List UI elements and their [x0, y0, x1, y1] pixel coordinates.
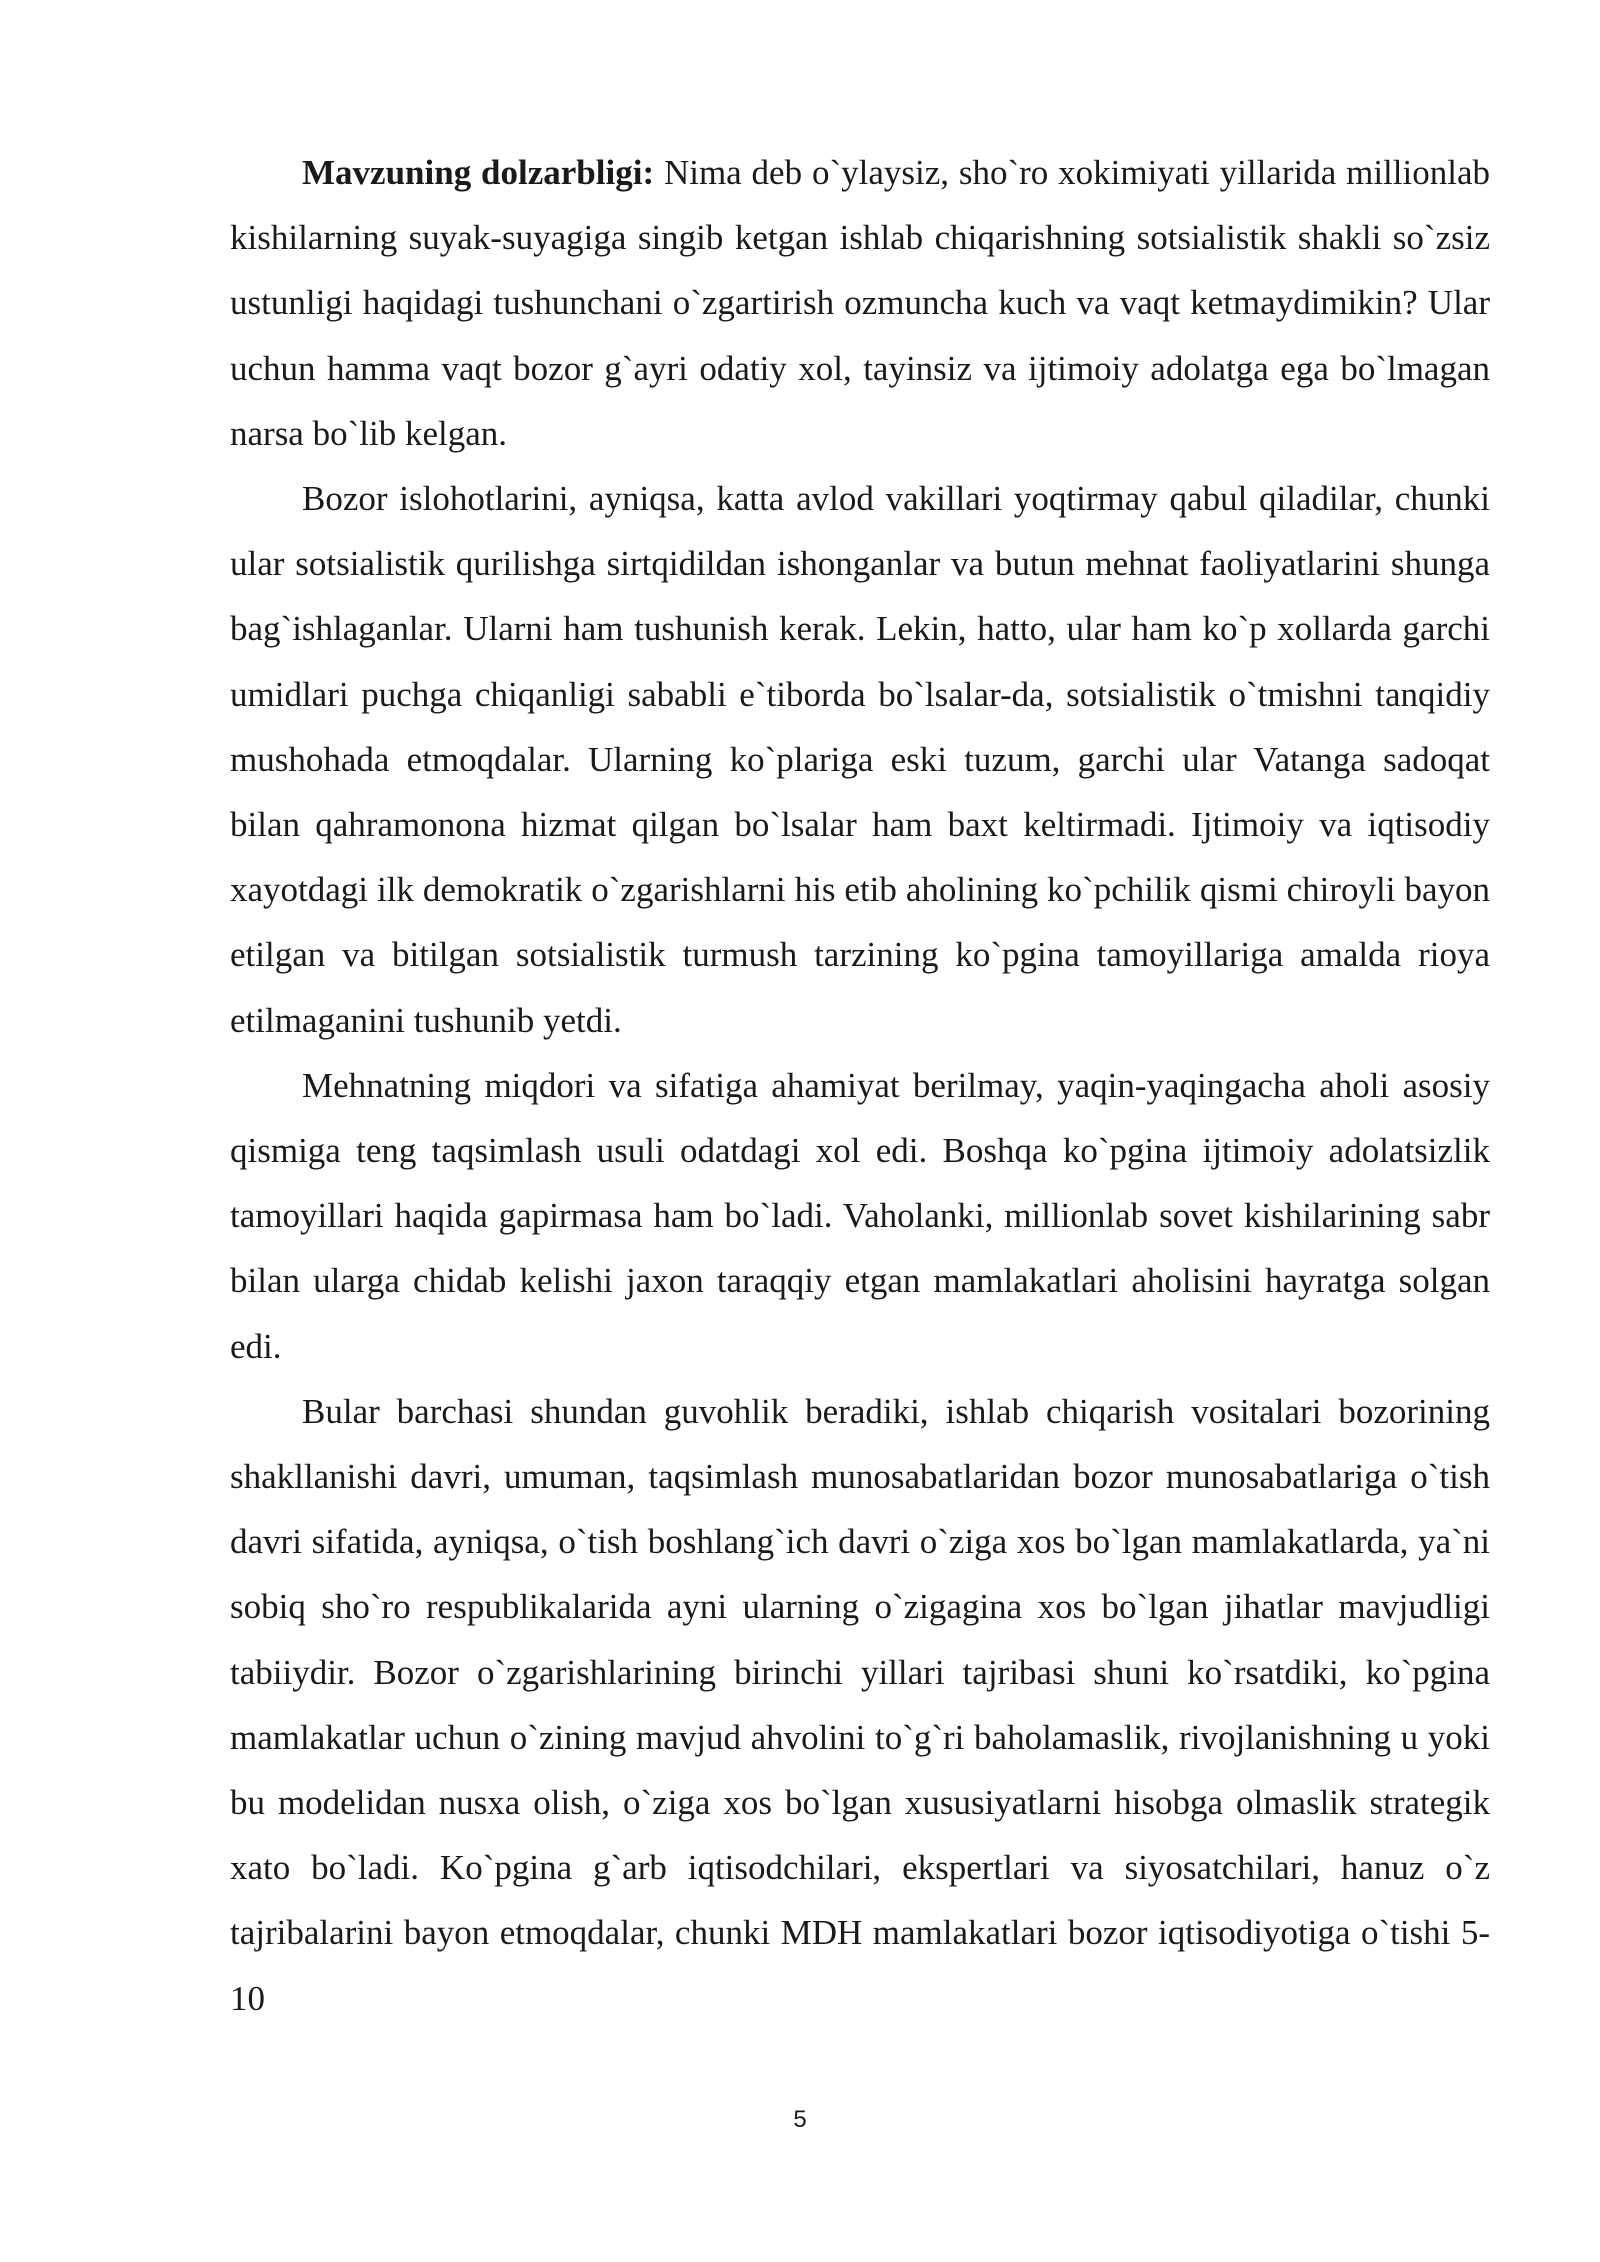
paragraph-lead-heading: Mavzuning dolzarbligi: [302, 153, 655, 192]
paragraph: Mehnatning miqdori va sifatiga ahamiyat berilmay, yaqin-yaqingacha aholi asosiy qismiga teng taqsimlash usuli odatdagi xol edi. Boshqa ko`pgina ijtimoiy adolatsizlik tamoyillari haqida gapirmasa ham bo`ladi. Vaholanki, millionlab sovet kishilarining sabr bilan ularga chidab kelishi jaxon taraqqiy etgan mamlakatlari aholisini hayratga solgan edi. [230, 1065, 1490, 1366]
paragraph: Bular barchasi shundan guvohlik beradiki, ishlab chiqarish vositalari bozorining shakllanishi davri, umuman, taqsimlash munosabatlaridan bozor munosabatlariga o`tish davri sifatida, ayniqsa, o`tish boshlang`ich davri o`ziga xos bo`lgan mamlakatlarda, ya`ni sobiq sho`ro respublikalarida ayni ularning o`zigagina xos bo`lgan jihatlar mavjudligi tabiiydir. Bozor o`zgarishlarining birinchi yillari tajribasi shuni ko`rsatdiki, ko`pgina mamlakatlar uchun o`zining mavjud ahvolini to`g`ri baholamaslik, rivojlanishning u yoki bu modelidan nusxa olish, o`ziga xos bo`lgan xususiyatlarni hisobga olmaslik strategik xato bo`ladi. Ko`pgina g`arb iqtisodchilari, ekspertlari va siyosatchilari, hanuz o`z tajribalarini bayon etmoqdalar, chunki MDH mamlakatlari bozor iqtisodiyotiga o`tishi 5-10 [230, 1391, 1490, 2018]
paragraph-text: Nima deb o`ylaysiz, sho`ro xokimiyati yillarida millionlab kishilarning suyak-suyagiga singib ketgan ishlab chiqarishning sotsialistik shakli so`zsiz ustunligi haqidagi tushunchani o`zgartirish ozmuncha kuch va vaqt ketmaydimikin? Ular uchun hamma vaqt bozor g`ayri odatiy xol, tayinsiz va ijtimoiy adolatga ega bo`lmagan narsa bo`lib kelgan. [230, 153, 1490, 453]
page-number: 5 [793, 2106, 807, 2133]
paragraph-relevance [230, 140, 1490, 466]
page-body [230, 140, 1490, 2031]
paragraph: Bozor islohotlarini, ayniqsa, katta avlod vakillari yoqtirmay qabul qiladilar, chunki ular sotsialistik qurilishga sirtqidildan ishonganlar va butun mehnat faoliyatlarini shunga bag`ishlaganlar. Ularni ham tushunish kerak. Lekin, hatto, ular ham ko`p xollarda garchi umidlari puchga chiqanligi sababli e`tiborda bo`lsalar-da, sotsialistik o`tmishni tanqidiy mushohada etmoqdalar. Ularning ko`plariga eski tuzum, garchi ular Vatanga sadoqat bilan qahramonona hizmat qilgan bo`lsalar ham baxt keltirmadi. Ijtimoiy va iqtisodiy xayotdagi ilk demokratik o`zgarishlarni his etib aholining ko`pchilik qismi chiroyli bayon etilgan va bitilgan sotsialistik turmush tarzining ko`pgina tamoyillariga amalda rioya etilmaganini tushunib yetdi. [230, 479, 1490, 1040]
